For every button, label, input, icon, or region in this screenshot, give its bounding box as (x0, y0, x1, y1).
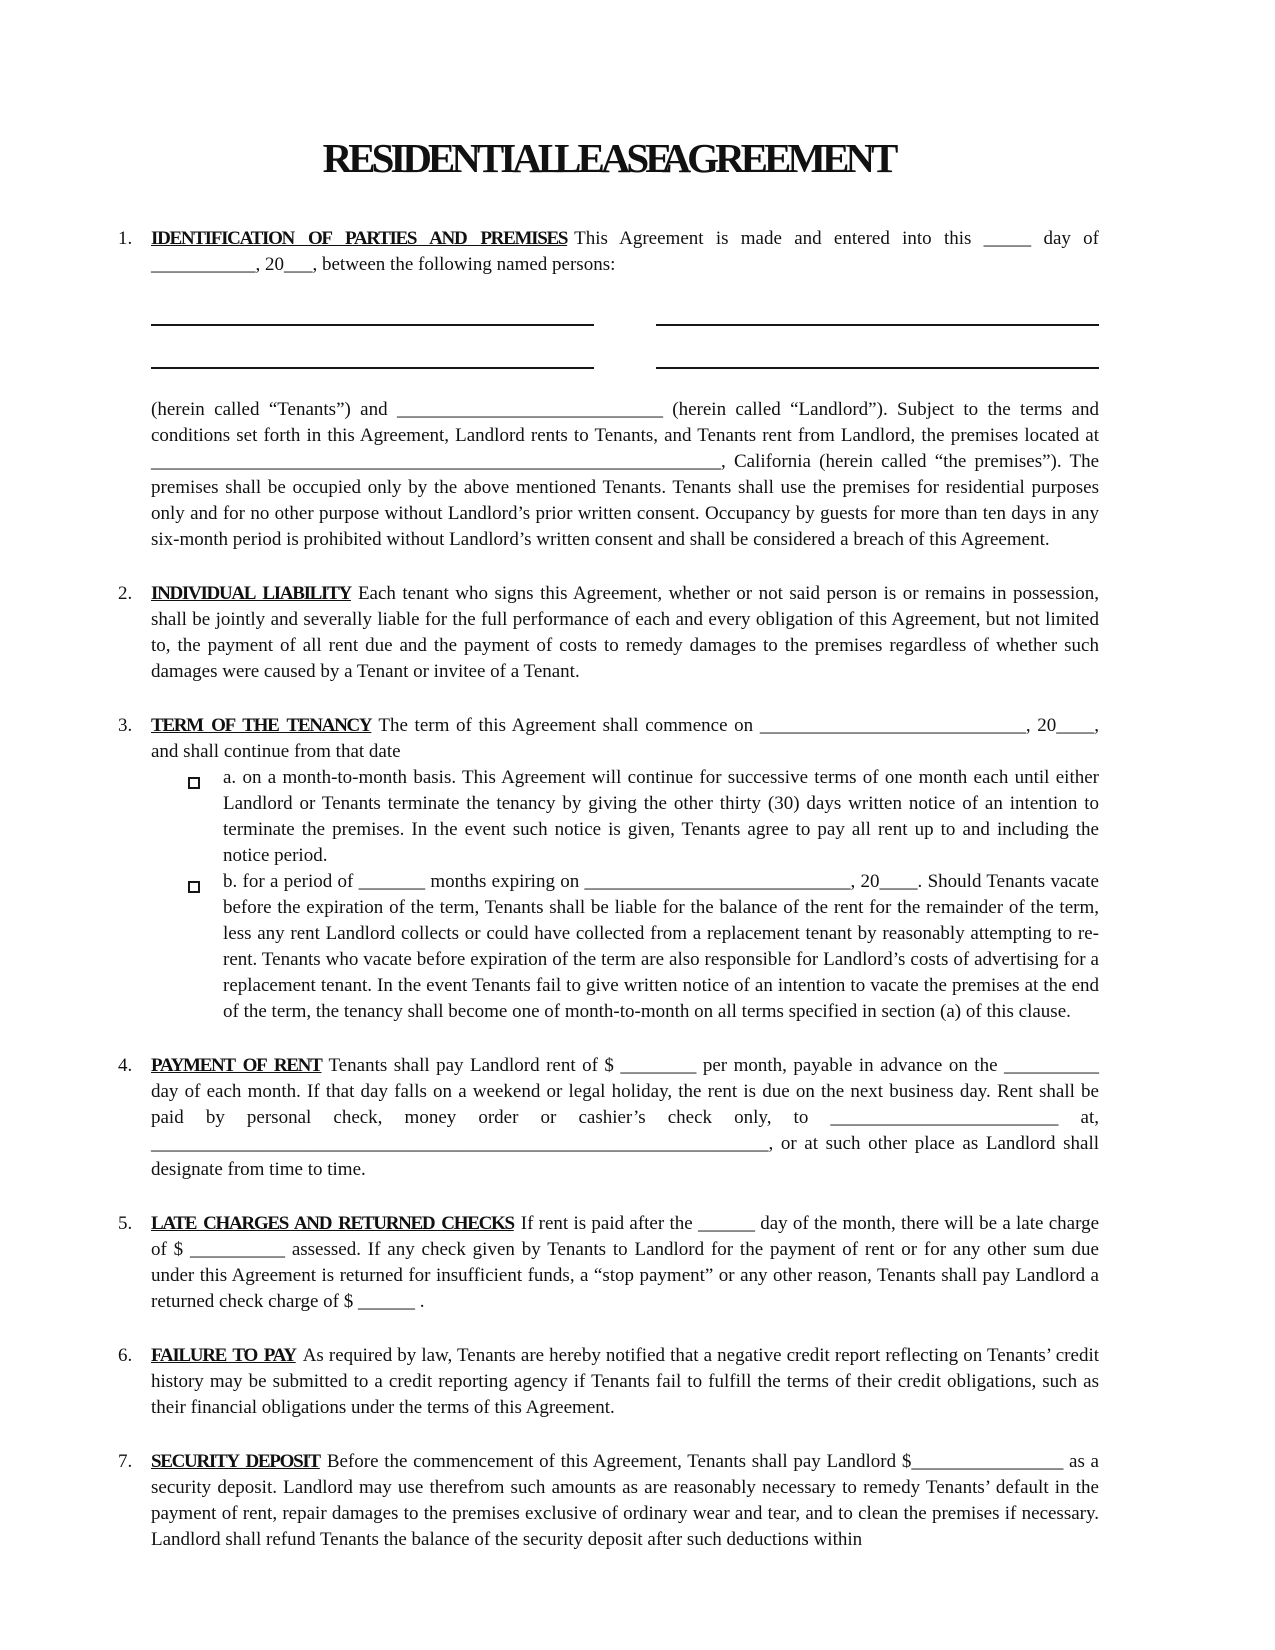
term-option-a (151, 765, 1099, 869)
section-security-deposit (118, 1449, 1099, 1553)
security-deposit-paragraph (151, 1449, 1099, 1553)
section-number: 1. (118, 228, 133, 249)
failure-to-pay-body-text: As required by law, Tenants are hereby notified that a negative credit report reflecting on Tenants’ credit history may be submitted to a credit reporting agency if Tenants fail to fulfill the terms of their credit obligations, such as their financial obligations under the terms of this Agreement. (151, 1345, 1099, 1418)
section-failure-to-pay (118, 1343, 1099, 1421)
identification-heading: IDENTIFICATION OF PARTIES AND PREMISES (151, 228, 568, 249)
term-option-b-text: b. for a period of _______ months expiring on ____________________________, 20____. Should Tenants vacate before the expiration of the term, Tenants shall be liable for the balance of the rent for the remainder of the term, less any rent Landlord collects or could have collected from a replacement tenant by reasonably attempting to re-rent. Tenants who vacate before expiration of the term are also responsible for Landlord’s costs of advertising for a replacement tenant. In the event Tenants fail to give written notice of an intention to vacate the premises at the end of the term, the tenancy shall become one of month-to-month on all terms specified in section (a) of this clause. (223, 871, 1099, 1022)
checkbox-icon (188, 777, 200, 789)
section-identification (118, 226, 1099, 553)
individual-liability-body-text: Each tenant who signs this Agreement, whether or not said person is or remains in possession, shall be jointly and severally liable for the full performance of each and every obligation of this Agreement, but not limited to, the payment of all rent due and the payment of costs to remedy damages to the premises regardless of whether such damages were caused by a Tenant or invitee of a Tenant. (151, 583, 1099, 682)
payment-of-rent-paragraph (151, 1053, 1099, 1183)
security-deposit-heading: SECURITY DEPOSIT (151, 1451, 320, 1472)
name-blank-line-2[interactable] (656, 304, 1099, 326)
section-number: 3. (118, 715, 133, 736)
section-number: 4. (118, 1055, 133, 1076)
section-term-of-tenancy (118, 713, 1099, 1025)
name-blank-line-4[interactable] (656, 347, 1099, 369)
payment-of-rent-heading: PAYMENT OF RENT (151, 1055, 322, 1076)
term-heading: TERM OF THE TENANCY (151, 715, 372, 736)
term-intro-text: The term of this Agreement shall commence on ____________________________, 20____, and shall continue from that date (151, 715, 1099, 762)
late-charges-heading: LATE CHARGES AND RETURNED CHECKS (151, 1213, 514, 1234)
individual-liability-paragraph (151, 581, 1099, 685)
section-individual-liability (118, 581, 1099, 685)
term-option-b (151, 869, 1099, 1025)
name-blank-line-1[interactable] (151, 304, 594, 326)
section-number: 7. (118, 1451, 133, 1472)
name-blank-line-3[interactable] (151, 347, 594, 369)
term-option-b-checkbox[interactable] (151, 869, 223, 1025)
section-payment-of-rent (118, 1053, 1099, 1183)
failure-to-pay-paragraph (151, 1343, 1099, 1421)
identification-intro-text: This Agreement is made and entered into this _____ day of ___________, 20___, between the following named persons: (151, 228, 1100, 275)
named-persons-blank-lines (151, 304, 1099, 369)
individual-liability-heading: INDIVIDUAL LIABILITY (151, 583, 351, 604)
section-number: 5. (118, 1213, 133, 1234)
term-intro-paragraph (151, 713, 1099, 765)
section-late-charges (118, 1211, 1099, 1315)
failure-to-pay-heading: FAILURE TO PAY (151, 1345, 296, 1366)
section-number: 2. (118, 583, 133, 604)
checkbox-icon (188, 881, 200, 893)
identification-intro-paragraph (151, 226, 1099, 278)
security-deposit-body-text: Before the commencement of this Agreement, Tenants shall pay Landlord $________________ as a security deposit. Landlord may use therefrom such amounts as are reasonably necessary to remedy Tenants’ default in the payment of rent, repair damages to the premises exclusive of ordinary wear and tear, and to clean the premises if necessary. Landlord shall refund Tenants the balance of the security deposit after such deductions within (151, 1451, 1099, 1550)
term-option-a-checkbox[interactable] (151, 765, 223, 869)
payment-of-rent-body-text: Tenants shall pay Landlord rent of $ ________ per month, payable in advance on the __________ day of each month. If that day falls on a weekend or legal holiday, the rent is due on the next business day. Rent shall be paid by personal check, money order or cashier’s check only, to ________________________ at, _________________________________________________________________, or at such other place as Landlord shall designate from time to time. (151, 1055, 1099, 1180)
document-title: RESIDENTIAL LEASE AGREEMENT (322, 135, 895, 181)
late-charges-paragraph (151, 1211, 1099, 1315)
term-option-a-text: a. on a month-to-month basis. This Agreement will continue for successive terms of one month each until either Landlord or Tenants terminate the tenancy by giving the other thirty (30) days written notice of an intention to terminate the premises. In the event such notice is given, Tenants agree to pay all rent up to and including the notice period. (223, 767, 1099, 866)
section-number: 6. (118, 1345, 133, 1366)
identification-body-text: (herein called “Tenants”) and ____________________________ (herein called “Landlord”). Subject to the terms and conditions set forth in this Agreement, Landlord rents to Tenants, and Tenants rent from Landlord, the premises located at ____________________________________________________________, California (herein called “the premises”). The premises shall be occupied only by the above mentioned Tenants. Tenants shall use the premises for residential purposes only and for no other purpose without Landlord’s prior written consent. Occupancy by guests for more than ten days in any six-month period is prohibited without Landlord’s written consent and shall be considered a breach of this Agreement. (151, 399, 1099, 550)
late-charges-body-text: If rent is paid after the ______ day of the month, there will be a late charge of $ __________ assessed. If any check given by Tenants to Landlord for the payment of rent or for any other sum due under this Agreement is returned for insufficient funds, a “stop payment” or any other reason, Tenants shall pay Landlord a returned check charge of $ ______ . (151, 1213, 1099, 1312)
